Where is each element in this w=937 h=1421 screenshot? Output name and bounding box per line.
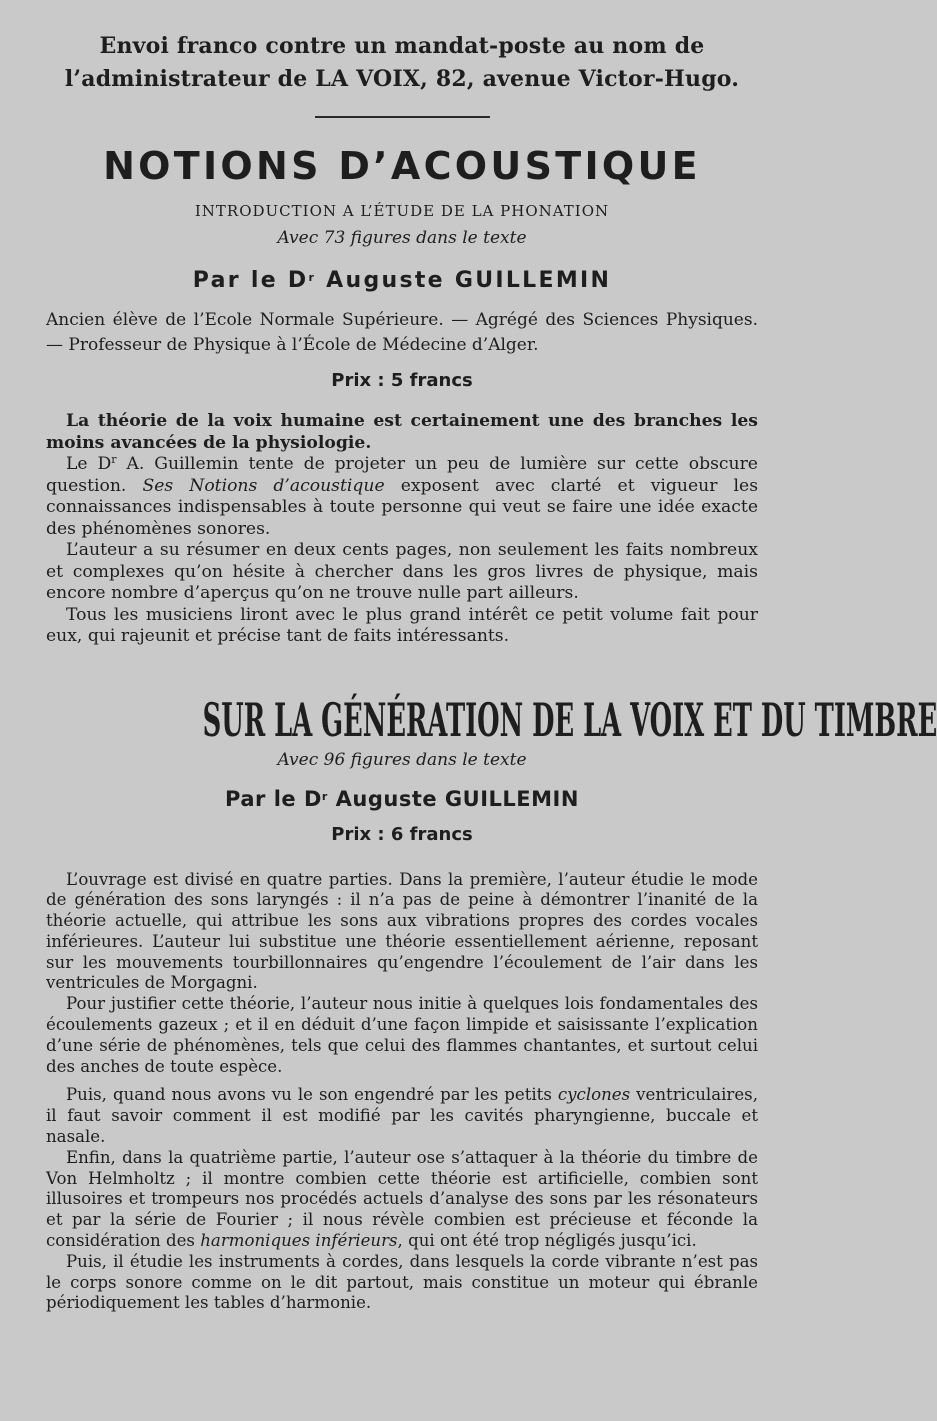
book2-paragraph-2: Pour justifier cette théorie, l’auteur nous initie à quelques lois fondamentales des écoulements gazeux ; et il en déduit d’une façon limpide et saisissante l’explication d’une série de phénomènes, tels que celui des flammes chantantes, et surtout celui des anches de toute espèce. bbox=[46, 994, 758, 1076]
book2-title-wrap bbox=[46, 692, 937, 748]
book1-paragraph-3: L’auteur a su résumer en deux cents pages, non seulement les faits nombreux et complexes qu’on hésite à chercher dans les gros livres de physique, mais encore nombre d’aperçus qu’on ne trouve nulle part ailleurs. bbox=[46, 540, 758, 603]
book1-affiliation: Ancien élève de l’Ecole Normale Supérieure. — Agrégé des Sciences Physiques. — Professeur de Physique à l’École de Médecine d’Alger. bbox=[46, 310, 758, 355]
divider-rule bbox=[315, 116, 490, 118]
book1-description bbox=[46, 411, 758, 648]
book1-p2-emphasis: Ses Notions d’acoustique bbox=[142, 475, 385, 496]
book2-author-prefix: Par le D bbox=[225, 786, 322, 811]
book1-price: Prix : 5 francs bbox=[331, 370, 473, 391]
book1-p2-text-a: Le D bbox=[66, 454, 112, 474]
book1-p2-text-c: exposent avec clarté et vigueur les connaissances indispensables à toute personne qui veut se faire une idée exacte des phénomènes sonores. bbox=[46, 475, 759, 539]
book2-p3-emphasis: cyclones bbox=[557, 1085, 631, 1105]
book1-p2-sup: r bbox=[111, 453, 117, 466]
book2-p3-text-a: Puis, quand nous avons vu le son engendré par les petits bbox=[66, 1085, 558, 1105]
book1-title: NOTIONS D’ACOUSTIQUE bbox=[103, 144, 701, 188]
book1-paragraph-4: Tous les musiciens liront avec le plus grand intérêt ce petit volume fait pour eux, qui rajeunit et précise tant de faits intéressants. bbox=[46, 604, 758, 646]
book1-author-prefix: Par le D bbox=[192, 268, 309, 293]
book1-figures-note: Avec 73 figures dans le texte bbox=[277, 228, 527, 248]
book2-paragraph-3 bbox=[46, 1085, 758, 1147]
book1-author-name: Auguste GUILLEMIN bbox=[326, 268, 612, 293]
shipping-notice-line2: l’administrateur de LA VOIX, 82, avenue Victor-Hugo. bbox=[64, 66, 740, 92]
book1-paragraph-2 bbox=[46, 454, 758, 540]
book2-paragraph-5: Puis, il étudie les instruments à cordes, dans lesquels la corde vibrante n’est pas le corps sonore comme on le dit partout, mais constitue un moteur qui ébranle périodiquement les tables d’harmonie. bbox=[46, 1251, 758, 1313]
book2-paragraph-4 bbox=[46, 1148, 758, 1252]
book2-price: Prix : 6 francs bbox=[331, 823, 473, 845]
shipping-notice bbox=[46, 30, 758, 96]
shipping-notice-line1: Envoi franco contre un mandat-poste au nom de bbox=[99, 33, 705, 59]
book1-subtitle: INTRODUCTION A L’ÉTUDE DE LA PHONATION bbox=[194, 202, 610, 220]
book1-paragraph-1: La théorie de la voix humaine est certainement une des branches les moins avancées de la physiologie. bbox=[46, 411, 758, 453]
book2-p4-emphasis: harmoniques inférieurs bbox=[200, 1231, 398, 1251]
book2-p3-text-b: ventriculaires, il faut savoir comment il est modifié par les cavités pharyngienne, buccale et nasale. bbox=[46, 1085, 758, 1147]
book2-description bbox=[46, 870, 758, 1315]
book2-figures-note: Avec 96 figures dans le texte bbox=[277, 749, 527, 770]
book2-paragraph-1: L’ouvrage est divisé en quatre parties. Dans la première, l’auteur étudie le mode de génération des sons laryngés : il n’a pas de peine à démontrer l’inanité de la théorie actuelle, qui attribue les sons aux vibrations propres des cordes vocales inférieures. L’auteur lui substitue une théorie essentiellement aérienne, reposant sur les mouvements tourbillonnaires qu’engendre l’écoulement de l’air dans les ventricules de Morgagni. bbox=[46, 869, 758, 993]
book2-p4-text-a: Enfin, dans la quatrième partie, l’auteur ose s’attaquer à la théorie du timbre de Von Helmholtz ; il montre combien cette théorie est artificielle, combien sont illusoires et trompeurs nos procédés actuels d’analyse des sons par les résonateurs et par la série de Fourier ; il nous révèle combien est précieuse et féconde la considération des bbox=[46, 1147, 758, 1251]
book1-p2-text-b: A. Guillemin tente de projeter un peu de lumière sur cette obscure question. bbox=[46, 454, 758, 496]
book1-author bbox=[46, 266, 758, 296]
book1-author-sup: r bbox=[308, 271, 317, 284]
book2-p4-text-b: , qui ont été trop négligés jusqu’ici. bbox=[397, 1231, 697, 1251]
book2-author-name: Auguste GUILLEMIN bbox=[335, 786, 579, 811]
book2-title: SUR LA GÉNÉRATION DE LA VOIX ET DU TIMBRE bbox=[202, 692, 937, 747]
book2-author bbox=[46, 784, 758, 814]
paragraph-gap bbox=[46, 1077, 758, 1085]
book2-author-sup: r bbox=[321, 789, 328, 803]
